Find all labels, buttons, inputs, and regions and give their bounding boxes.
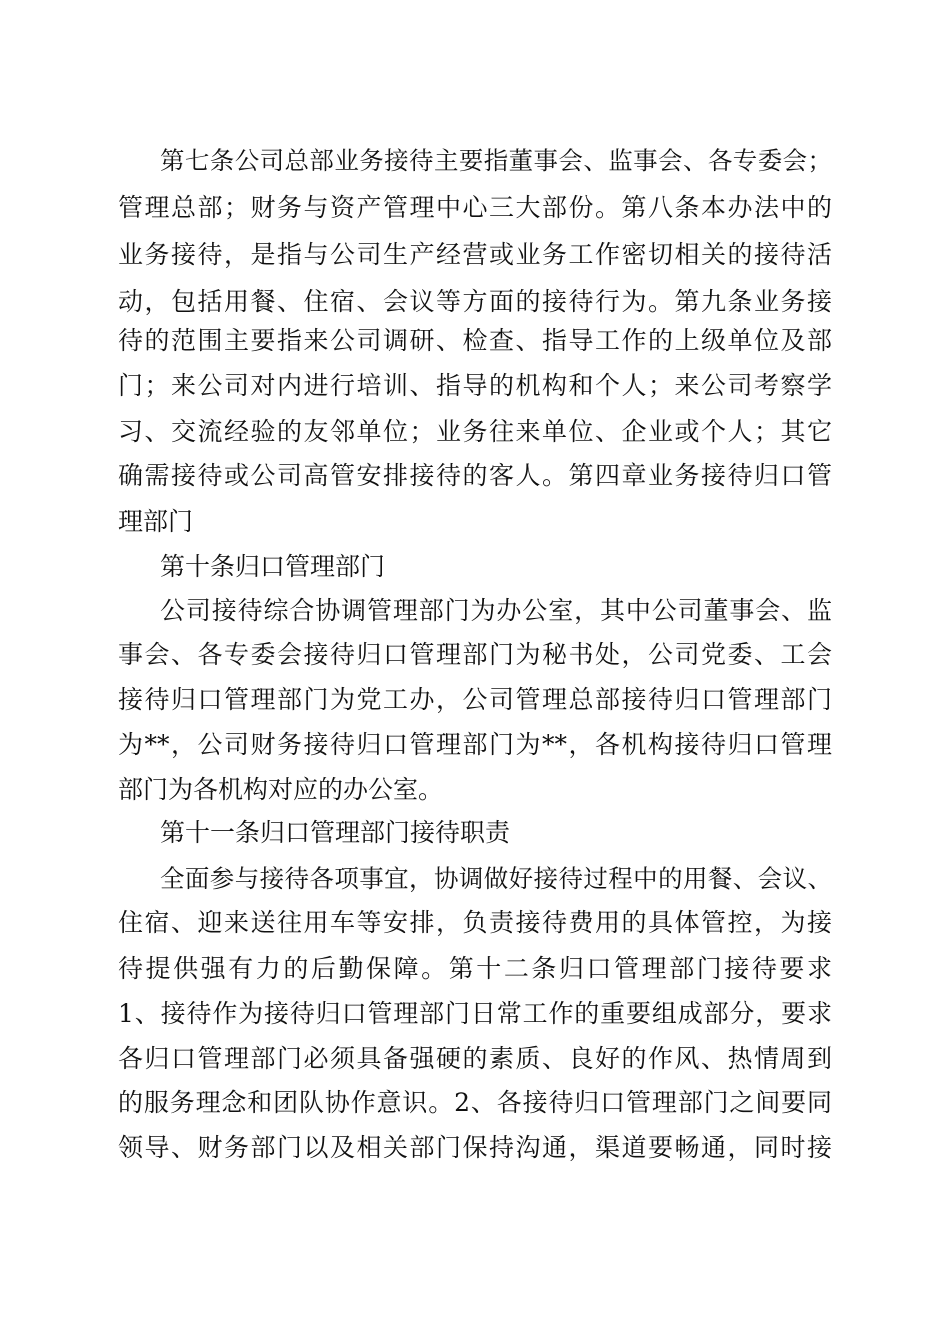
text-line: 1、接待作为接待归口管理部门日常工作的重要组成部分，要求 bbox=[118, 999, 832, 1028]
text-line: 待的范围主要指来公司调研、检查、指导工作的上级单位及部 bbox=[118, 326, 832, 355]
text-line: 管理总部；财务与资产管理中心三大部份。第八条本办法中的 bbox=[118, 193, 832, 222]
text-line: 全面参与接待各项事宜，协调做好接待过程中的用餐、会议、 bbox=[160, 864, 832, 893]
text-line: 理部门 bbox=[118, 507, 194, 536]
text-line: 住宿、迎来送往用车等安排，负责接待费用的具体管控，为接 bbox=[118, 908, 832, 937]
text-line: 第七条公司总部业务接待主要指董事会、监事会、各专委会； bbox=[160, 146, 832, 175]
text-line: 公司接待综合协调管理部门为办公室，其中公司董事会、监 bbox=[160, 596, 832, 625]
text-line: 的服务理念和团队协作意识。2、各接待归口管理部门之间要同 bbox=[118, 1088, 832, 1117]
text-line: 为**，公司财务接待归口管理部门为**，各机构接待归口管理 bbox=[118, 730, 832, 759]
text-line: 确需接待或公司高管安排接待的客人。第四章业务接待归口管 bbox=[118, 461, 832, 490]
section-heading: 第十条归口管理部门 bbox=[160, 552, 386, 581]
section-heading: 第十一条归口管理部门接待职责 bbox=[160, 818, 511, 847]
text-line: 各归口管理部门必须具备强硬的素质、良好的作风、热情周到 bbox=[118, 1044, 832, 1073]
text-line: 业务接待，是指与公司生产经营或业务工作密切相关的接待活 bbox=[118, 240, 832, 269]
text-line: 习、交流经验的友邻单位；业务往来单位、企业或个人；其它 bbox=[118, 417, 832, 446]
text-line: 领导、财务部门以及相关部门保持沟通，渠道要畅通，同时接 bbox=[118, 1133, 832, 1162]
text-line: 事会、各专委会接待归口管理部门为秘书处，公司党委、工会 bbox=[118, 640, 832, 669]
text-line: 接待归口管理部门为党工办，公司管理总部接待归口管理部门 bbox=[118, 685, 832, 714]
text-line: 门；来公司对内进行培训、指导的机构和个人；来公司考察学 bbox=[118, 371, 832, 400]
text-line: 动，包括用餐、住宿、会议等方面的接待行为。第九条业务接 bbox=[118, 287, 832, 316]
text-line: 部门为各机构对应的办公室。 bbox=[118, 775, 444, 804]
text-line: 待提供强有力的后勤保障。第十二条归口管理部门接待要求 bbox=[118, 954, 832, 983]
